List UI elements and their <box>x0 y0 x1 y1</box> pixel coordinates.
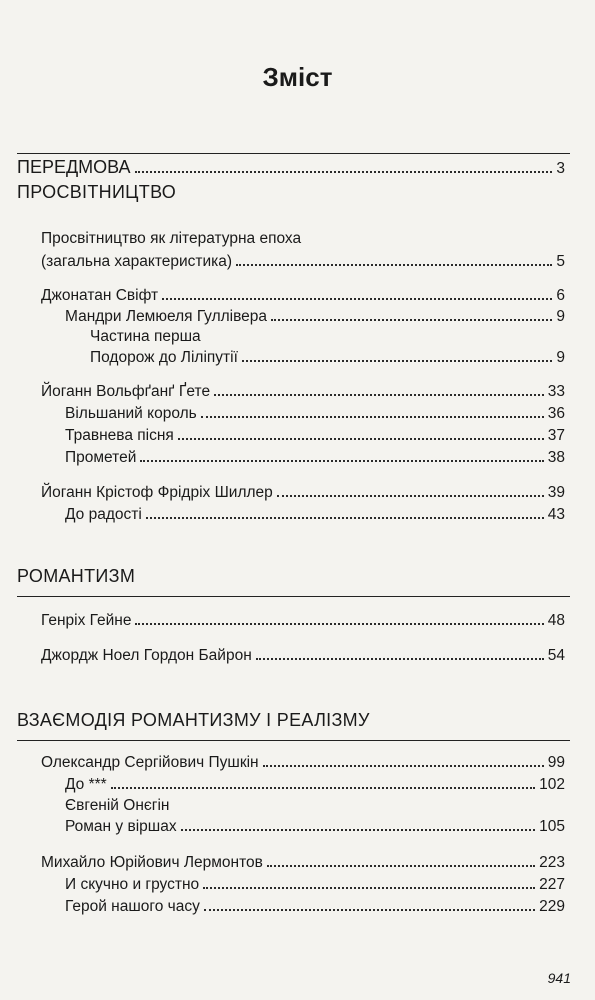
section-heading-romanticism: РОМАНТИЗМ <box>17 566 136 586</box>
toc-entry-label: Олександр Сергійович Пушкін <box>41 754 259 771</box>
toc-entry-label: Роман у віршах <box>65 818 177 835</box>
toc-entry-page: 6 <box>556 287 565 304</box>
toc-entry-label: ПЕРЕДМОВА <box>17 157 131 177</box>
dot-leader <box>242 360 552 362</box>
toc-entry-prometheus[interactable] <box>65 449 565 467</box>
dot-leader <box>135 623 543 625</box>
toc-entry-label: Прометей <box>65 449 137 466</box>
toc-entry-page: 54 <box>547 647 565 664</box>
page-title: Зміст <box>262 62 333 92</box>
toc-entry-lilliput[interactable] <box>90 349 565 367</box>
toc-entry-label: Джордж Ноел Гордон Байрон <box>41 647 252 664</box>
toc-entry-page: 48 <box>547 612 565 629</box>
toc-entry-pushkin[interactable] <box>41 754 565 772</box>
toc-entry-erlking[interactable] <box>65 405 565 423</box>
toc-entry-label: Генріх Гейне <box>41 612 132 629</box>
toc-entry-label: До радості <box>65 506 142 523</box>
toc-entry-page: 9 <box>556 349 565 366</box>
dot-leader <box>277 495 544 497</box>
toc-entry-lermontov[interactable] <box>41 854 565 872</box>
toc-entry-label: Вільшаний король <box>65 405 197 422</box>
toc-entry-goethe[interactable] <box>41 383 565 401</box>
section-divider <box>17 740 570 741</box>
dot-leader <box>204 909 535 911</box>
toc-entry-schiller[interactable] <box>41 484 565 502</box>
dot-leader <box>162 298 552 300</box>
toc-entry-label: Йоганн Крістоф Фрідріх Шиллер <box>41 484 273 501</box>
toc-entry-label: Герой нашого часу <box>65 898 200 915</box>
toc-entry-label: Частина перша <box>90 328 201 345</box>
dot-leader <box>236 264 552 266</box>
toc-entry-page: 38 <box>547 449 565 466</box>
dot-leader <box>271 319 552 321</box>
toc-entry-label: Євгеній Онєгін <box>65 797 170 814</box>
dot-leader <box>214 394 544 396</box>
toc-entry-gulliver[interactable] <box>65 308 565 326</box>
toc-entry-label: До *** <box>65 776 107 793</box>
toc-entry-preface[interactable] <box>17 157 565 178</box>
toc-entry-page: 5 <box>556 253 565 270</box>
dot-leader <box>256 658 544 660</box>
toc-entry-epoch[interactable] <box>41 253 565 271</box>
toc-entry-label: Мандри Лемюеля Гуллівера <box>65 308 268 325</box>
toc-entry-label: (загальна характеристика) <box>41 253 233 270</box>
toc-entry-page: 102 <box>539 776 565 793</box>
toc-entry-page: 43 <box>547 506 565 523</box>
dot-leader <box>201 416 544 418</box>
toc-entry-heine[interactable] <box>41 612 565 630</box>
dot-leader <box>181 829 536 831</box>
toc-entry-page: 223 <box>539 854 565 871</box>
toc-entry-swift[interactable] <box>41 287 565 305</box>
toc-entry-boring[interactable] <box>65 876 565 894</box>
toc-entry-page: 99 <box>547 754 565 771</box>
section-heading-interaction: ВЗАЄМОДІЯ РОМАНТИЗМУ І РЕАЛІЗМУ <box>17 710 370 730</box>
toc-entry-may-song[interactable] <box>65 427 565 445</box>
dot-leader <box>135 171 553 173</box>
toc-entry-page: 3 <box>556 160 565 177</box>
toc-entry-page: 105 <box>539 818 565 835</box>
section-divider <box>17 153 570 154</box>
toc-entry-label: И скучно и грустно <box>65 876 200 893</box>
dot-leader <box>146 517 544 519</box>
toc-entry-label: Подорож до Ліліпутії <box>90 349 238 366</box>
toc-entry-label: Травнева пісня <box>65 427 174 444</box>
toc-entry-label: Просвітництво як літературна епоха <box>41 230 302 247</box>
dot-leader <box>140 460 543 462</box>
toc-entry-page: 36 <box>547 405 565 422</box>
toc-entry-novel-in-verse[interactable] <box>65 818 565 836</box>
toc-entry-label: Джонатан Свіфт <box>41 287 159 304</box>
toc-entry-hero[interactable] <box>65 898 565 916</box>
toc-entry-label: Йоганн Вольфґанґ Ґете <box>41 383 211 400</box>
toc-entry-byron[interactable] <box>41 647 565 665</box>
dot-leader <box>203 887 535 889</box>
toc-entry-to-star[interactable] <box>65 776 565 794</box>
toc-entry-page: 9 <box>556 308 565 325</box>
toc-entry-label: Михайло Юрійович Лермонтов <box>41 854 263 871</box>
toc-entry-page: 37 <box>547 427 565 444</box>
toc-entry-page: 33 <box>547 383 565 400</box>
toc-entry-page: 39 <box>547 484 565 501</box>
dot-leader <box>111 787 535 789</box>
section-heading-enlightenment: ПРОСВІТНИЦТВО <box>17 182 177 202</box>
toc-entry-page: 227 <box>539 876 565 893</box>
dot-leader <box>178 438 544 440</box>
dot-leader <box>263 765 544 767</box>
toc-entry-to-joy[interactable] <box>65 506 565 524</box>
dot-leader <box>267 865 535 867</box>
page-number: 941 <box>547 970 571 986</box>
toc-entry-page: 229 <box>539 898 565 915</box>
section-divider <box>17 596 570 597</box>
